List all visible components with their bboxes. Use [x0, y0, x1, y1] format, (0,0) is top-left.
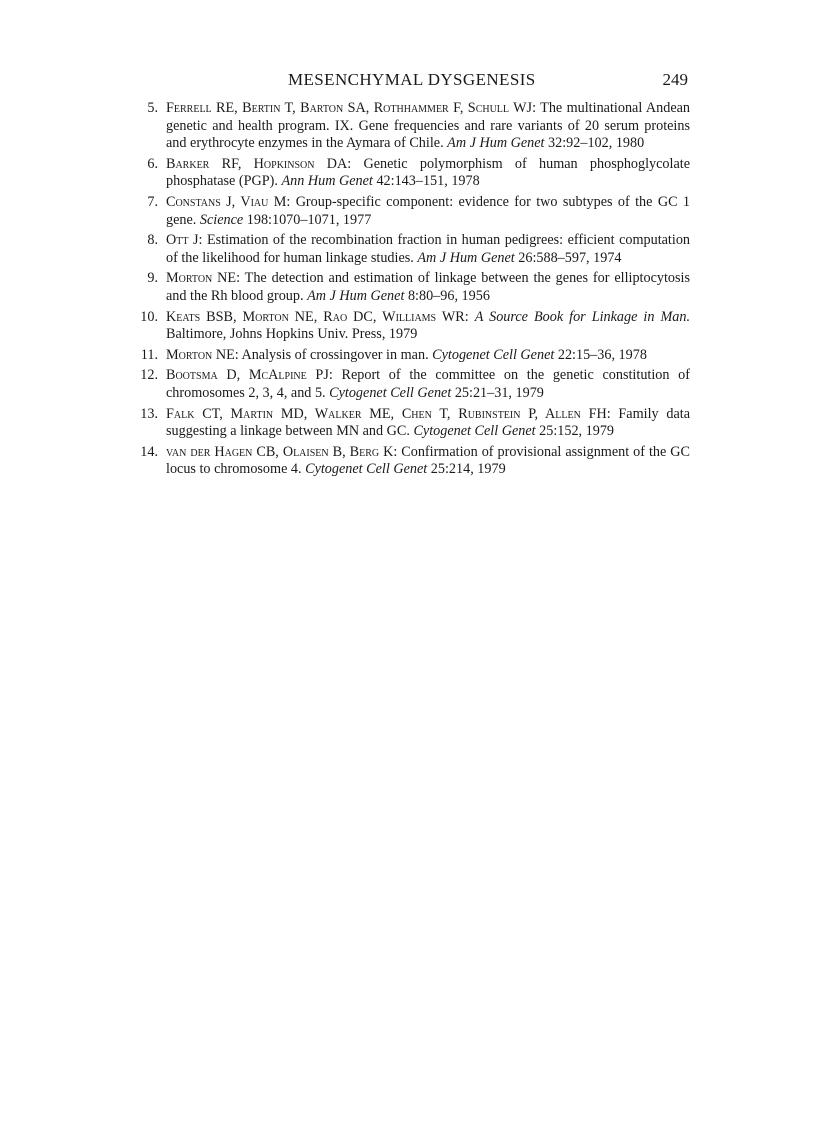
reference-details: 8:80–96, 1956 [404, 287, 490, 304]
reference-authors: Bootsma D, McAlpine PJ: [166, 367, 333, 384]
reference-authors: Keats BSB, Morton NE, Rao DC, Williams WR: [166, 308, 469, 325]
reference-journal: A Source Book for Linkage in Man. [474, 308, 691, 325]
reference-journal: Cytogenet Cell Genet [329, 384, 452, 401]
reference-authors: van der Hagen CB, Olaisen B, Berg K: [166, 443, 398, 460]
reference-title: Family data suggesting a linkage between MN and GC. [166, 405, 690, 440]
reference-journal: Ann Hum Genet [281, 173, 373, 190]
reference-authors: Ferrell RE, Bertin T, Barton SA, Rothhammer F, Schull WJ: [166, 100, 537, 116]
reference-details: 32:92–102, 1980 [544, 135, 645, 152]
reference-details: 25:214, 1979 [427, 461, 506, 478]
reference-title: The detection and estimation of linkage between the genes for elliptocytosis and the Rh blood group. [166, 270, 690, 304]
reference-title: Report of the committee on the genetic constitution of chromosomes 2, 3, 4, and 5. [166, 367, 690, 401]
reference-journal: Am J Hum Genet [307, 287, 405, 304]
reference-details: 25:21–31, 1979 [451, 384, 544, 401]
reference-authors: Falk CT, Martin MD, Walker ME, Chen T, Rubinstein P, Allen FH: [166, 405, 611, 422]
reference-details: 42:143–151, 1978 [372, 173, 480, 190]
reference-item [138, 347, 690, 365]
reference-journal: Cytogenet Cell Genet [432, 346, 555, 363]
reference-number: 11. [140, 346, 158, 363]
reference-item [138, 156, 690, 191]
reference-number: 7. [147, 193, 158, 210]
reference-item [138, 100, 690, 153]
reference-journal: Science [199, 211, 244, 228]
reference-number: 9. [147, 270, 158, 287]
reference-item [138, 270, 690, 305]
reference-item [138, 367, 690, 402]
reference-number: 12. [140, 367, 158, 384]
reference-number: 8. [147, 232, 158, 249]
reference-authors: Constans J, Viau M: [166, 193, 291, 210]
reference-number: 14. [140, 443, 158, 460]
reference-authors: Morton NE: [166, 346, 239, 363]
reference-number: 5. [147, 100, 158, 116]
reference-journal: Cytogenet Cell Genet [305, 461, 428, 478]
reference-details: 198:1070–1071, 1977 [243, 211, 372, 228]
page-header [138, 70, 688, 96]
reference-title: Genetic polymorphism of human phosphoglycolate phosphatase (PGP). [166, 155, 690, 190]
reference-title: Estimation of the recombination fraction in human pedigrees: efficient computation of the likelihood for human linkage studies. [166, 232, 690, 266]
running-title: MESENCHYMAL DYSGENESIS [288, 70, 536, 89]
reference-details: 26:588–597, 1974 [514, 249, 622, 266]
reference-details: 25:152, 1979 [535, 423, 615, 440]
reference-item [138, 406, 690, 441]
reference-authors: Ott J: [166, 232, 203, 249]
reference-details: Baltimore, Johns Hopkins Univ. Press, 1979 [166, 326, 418, 343]
reference-item [138, 232, 690, 267]
reference-journal: Am J Hum Genet [447, 135, 545, 152]
reference-number: 6. [147, 155, 158, 172]
reference-title: Analysis of crossingover in man. [238, 346, 433, 363]
reference-title: The multinational Andean genetic and health program. IX. Gene frequencies and rare variants of 20 serum proteins and erythrocyte enzymes in the Aymara of Chile. [166, 100, 691, 152]
page-number: 249 [662, 70, 688, 89]
reference-item [138, 194, 690, 229]
reference-number: 10. [140, 308, 158, 325]
reference-item [138, 444, 690, 479]
reference-authors: Morton NE: [166, 270, 241, 287]
reference-item [138, 309, 690, 344]
reference-details: 22:15–36, 1978 [554, 346, 647, 363]
reference-list [138, 100, 690, 482]
reference-authors: Barker RF, Hopkinson DA: [166, 155, 352, 172]
reference-number: 13. [140, 405, 158, 422]
reference-journal: Am J Hum Genet [417, 249, 515, 266]
reference-journal: Cytogenet Cell Genet [413, 423, 536, 440]
reference-title: Group-specific component: evidence for two subtypes of the GC 1 gene. [166, 193, 691, 228]
reference-title: Confirmation of provisional assignment of the GC locus to chromosome 4. [166, 443, 690, 478]
